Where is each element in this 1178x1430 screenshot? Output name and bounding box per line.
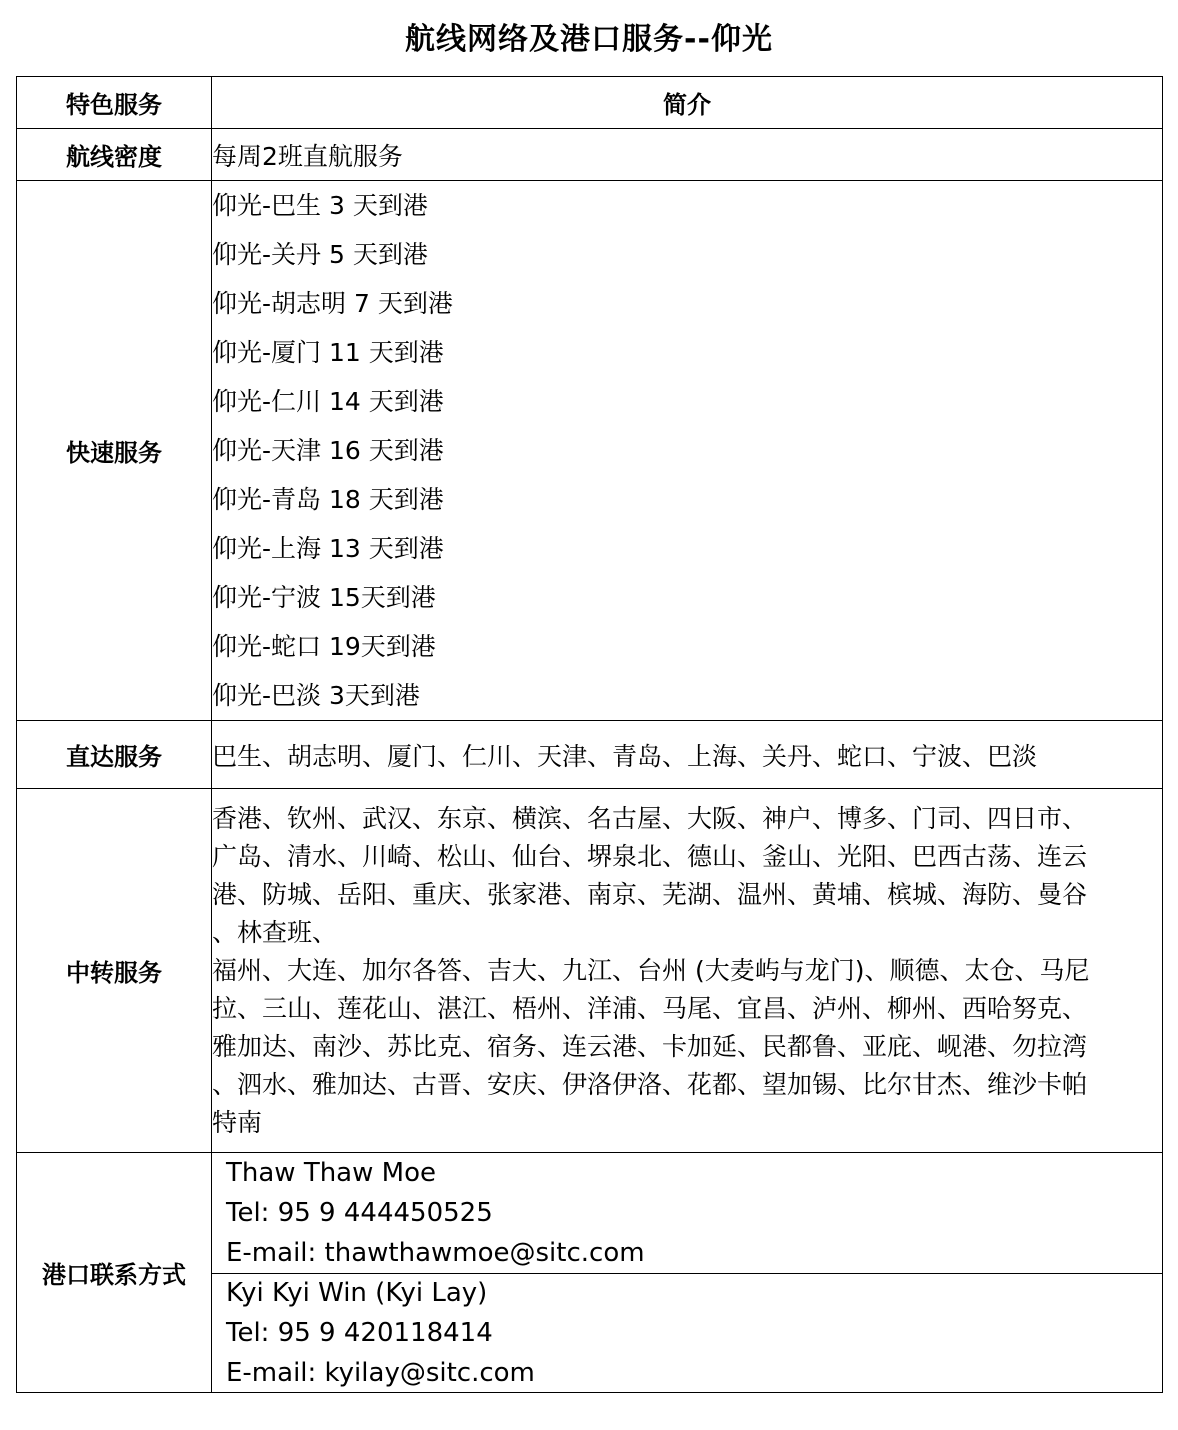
contact-tel: Tel: 95 9 420118414 [226, 1318, 493, 1348]
row-transfer [17, 789, 1163, 1153]
transfer-line: 香港、钦州、武汉、东京、横滨、名古屋、大阪、神户、博多、门司、四日市、 [212, 803, 1088, 833]
transfer-line: 广岛、清水、川崎、松山、仙台、堺泉北、德山、釜山、光阳、巴西古荡、连云 [212, 841, 1088, 871]
transfer-text [212, 789, 1163, 1153]
list-item: 仰光-关丹 5 天到港 [212, 240, 428, 269]
list-item: 仰光-巴生 3 天到港 [212, 191, 428, 220]
transfer-line: 、林查班、 [212, 917, 338, 947]
label-frequency: 航线密度 [17, 129, 212, 181]
frequency-text: 每周2班直航服务 [212, 129, 1163, 181]
list-item: 仰光-蛇口 19天到港 [212, 632, 436, 661]
direct-text: 巴生、胡志明、厦门、仁川、天津、青岛、上海、关丹、蛇口、宁波、巴淡 [212, 721, 1163, 789]
contact-name: Kyi Kyi Win (Kyi Lay) [226, 1278, 488, 1308]
list-item: 仰光-厦门 11 天到港 [212, 338, 444, 367]
list-item: 仰光-仁川 14 天到港 [212, 387, 444, 416]
transfer-line: 、泗水、雅加达、古晋、安庆、伊洛伊洛、花都、望加锡、比尔甘杰、维沙卡帕 [212, 1069, 1088, 1099]
row-direct [17, 721, 1163, 789]
transfer-line: 特南 [212, 1107, 263, 1137]
list-item: 仰光-胡志明 7 天到港 [212, 289, 453, 318]
contact-email[interactable]: E-mail: thawthawmoe@sitc.com [226, 1238, 645, 1268]
header-description: 简介 [212, 77, 1163, 129]
transfer-line: 雅加达、南沙、苏比克、宿务、连云港、卡加延、民都鲁、亚庇、岘港、勿拉湾 [212, 1031, 1088, 1061]
contact-email[interactable]: E-mail: kyilay@sitc.com [226, 1358, 535, 1388]
list-item: 仰光-天津 16 天到港 [212, 436, 444, 465]
list-item: 仰光-巴淡 3天到港 [212, 681, 420, 710]
transfer-line: 港、防城、岳阳、重庆、张家港、南京、芜湖、温州、黄埔、槟城、海防、曼谷 [212, 879, 1088, 909]
label-express: 快速服务 [17, 181, 212, 721]
contact-block [212, 1153, 1162, 1273]
contact-tel: Tel: 95 9 444450525 [226, 1198, 493, 1228]
express-list [212, 181, 1163, 721]
label-direct: 直达服务 [17, 721, 212, 789]
row-contact [17, 1153, 1163, 1393]
row-express [17, 181, 1163, 721]
transfer-line: 福州、大连、加尔各答、吉大、九江、台州 (大麦屿与龙门)、顺德、太仓、马尼 [212, 955, 1090, 985]
list-item: 仰光-宁波 15天到港 [212, 583, 436, 612]
contact-cell [212, 1153, 1163, 1393]
list-item: 仰光-上海 13 天到港 [212, 534, 444, 563]
label-transfer: 中转服务 [17, 789, 212, 1153]
table-header-row [17, 77, 1163, 129]
row-frequency [17, 129, 1163, 181]
header-feature: 特色服务 [17, 77, 212, 129]
label-contact: 港口联系方式 [17, 1153, 212, 1393]
transfer-line: 拉、三山、莲花山、湛江、梧州、洋浦、马尾、宜昌、泸州、柳州、西哈努克、 [212, 993, 1088, 1023]
service-table [16, 76, 1163, 1393]
list-item: 仰光-青岛 18 天到港 [212, 485, 444, 514]
page-title: 航线网络及港口服务--仰光 [405, 22, 773, 57]
contact-block [212, 1273, 1162, 1392]
contact-name: Thaw Thaw Moe [226, 1158, 436, 1188]
